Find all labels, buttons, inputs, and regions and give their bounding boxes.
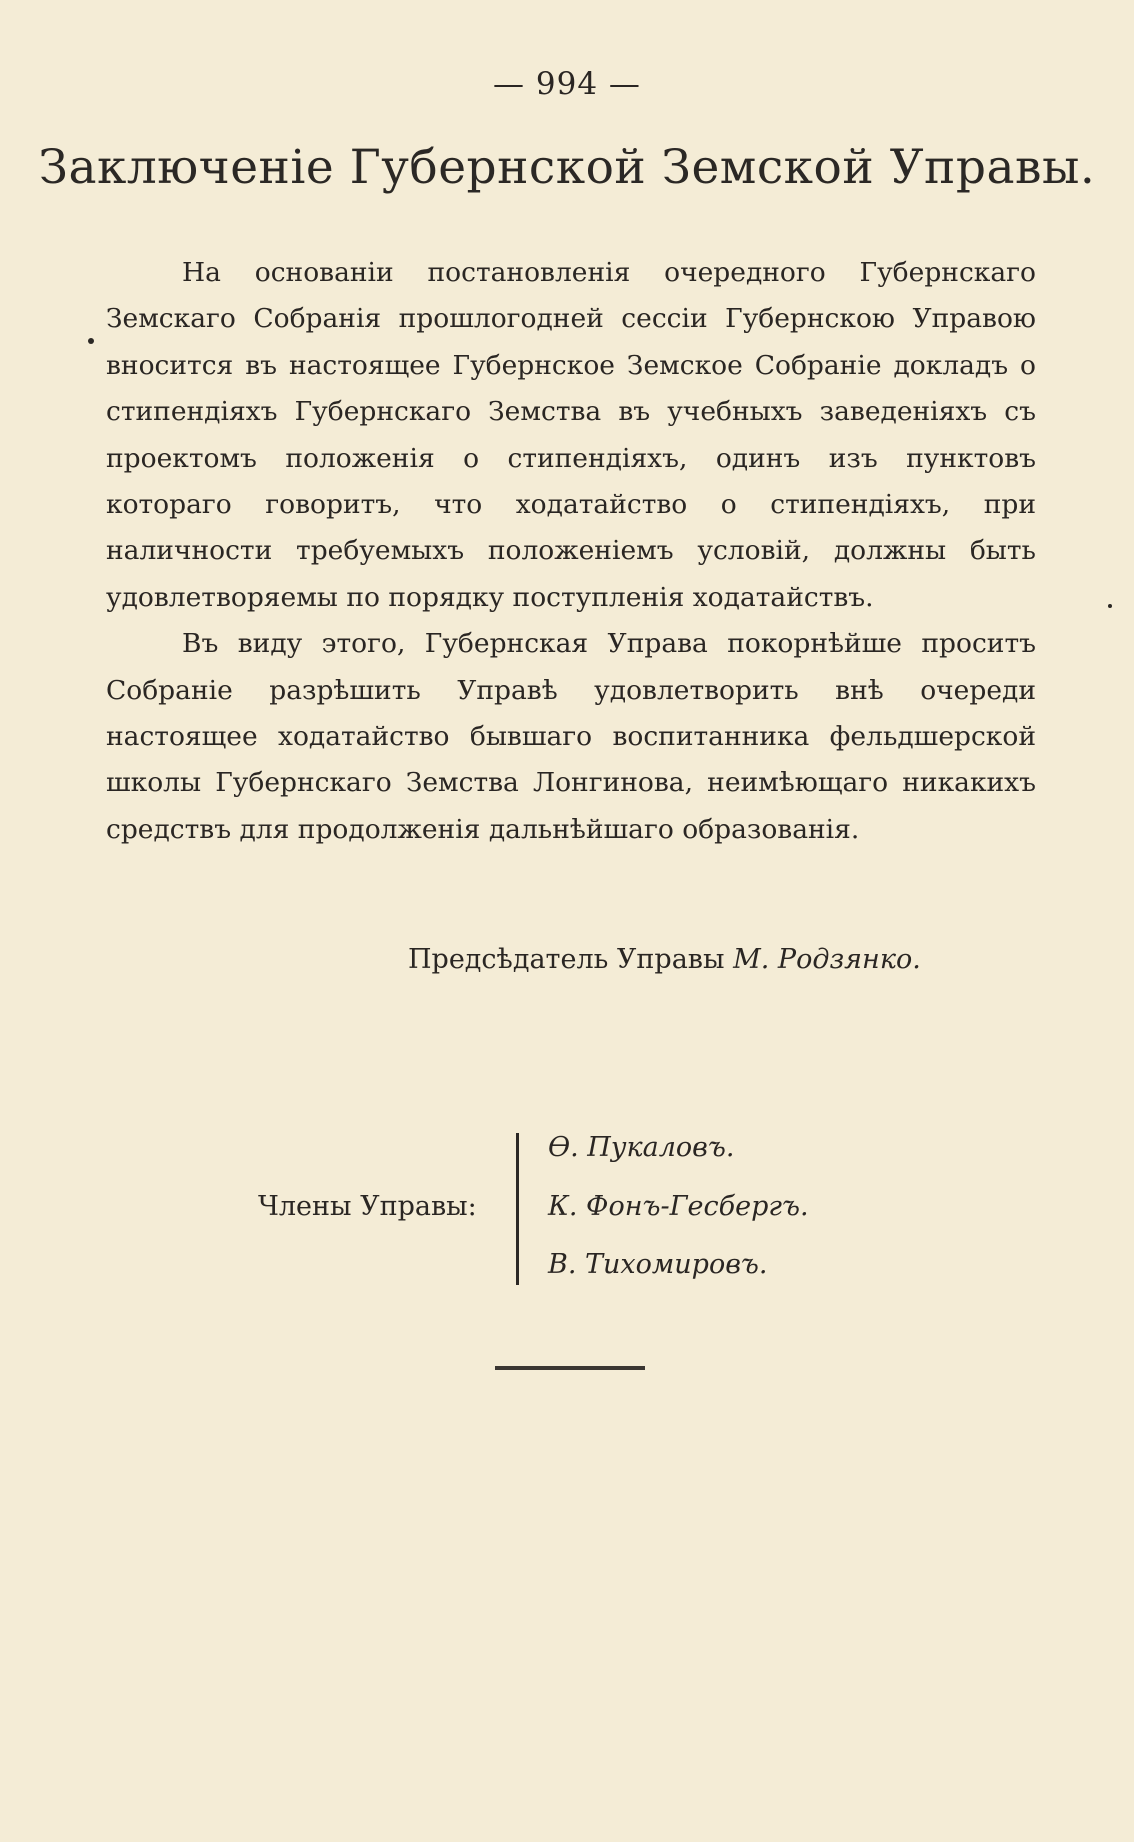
chairman-name: М. Родзянко.: [733, 944, 921, 975]
chairman-signature: [408, 944, 921, 975]
body-text: [106, 250, 1036, 853]
page-number: — 994 —: [493, 66, 641, 102]
chairman-label: Предсѣдатель Управы: [408, 944, 725, 975]
closing-rule: [495, 1366, 645, 1370]
member-name: К. Фонъ-Гесбергъ.: [548, 1191, 809, 1222]
ink-speck: [88, 338, 94, 344]
member-name: В. Тихомировъ.: [548, 1249, 768, 1280]
member-name: Ѳ. Пукаловъ.: [548, 1132, 735, 1163]
members-label: Члены Управы:: [258, 1191, 477, 1222]
paragraph-1: На основаніи постановленія очередного Губернскаго Земскаго Собранія прошлогодней сессіи Губернскою Управою вносится въ настоящее Губернское Земское Собраніе докладъ о стипендіяхъ Губернскаго Земства въ учебныхъ заведеніяхъ съ проектомъ положенія о стипендіяхъ, одинъ изъ пунктовъ котораго говоритъ, что ходатайство о стипендіяхъ, при наличности требуемыхъ положеніемъ условій, должны быть удовлетворяемы по порядку поступленія ходатайствъ.: [106, 257, 1036, 613]
paragraph-2: Въ виду этого, Губернская Управа покорнѣйше проситъ Собраніе разрѣшить Управѣ удовлетворить внѣ очереди настоящее ходатайство бывшаго воспитанника фельдшерской школы Губернскаго Земства Лонгинова, неимѣющаго никакихъ средствъ для продолженія дальнѣйшаго образованія.: [106, 628, 1036, 845]
members-brace: [516, 1133, 519, 1285]
ink-speck: [1108, 604, 1112, 608]
page-title: Заключеніе Губернской Земской Управы.: [38, 140, 1096, 195]
